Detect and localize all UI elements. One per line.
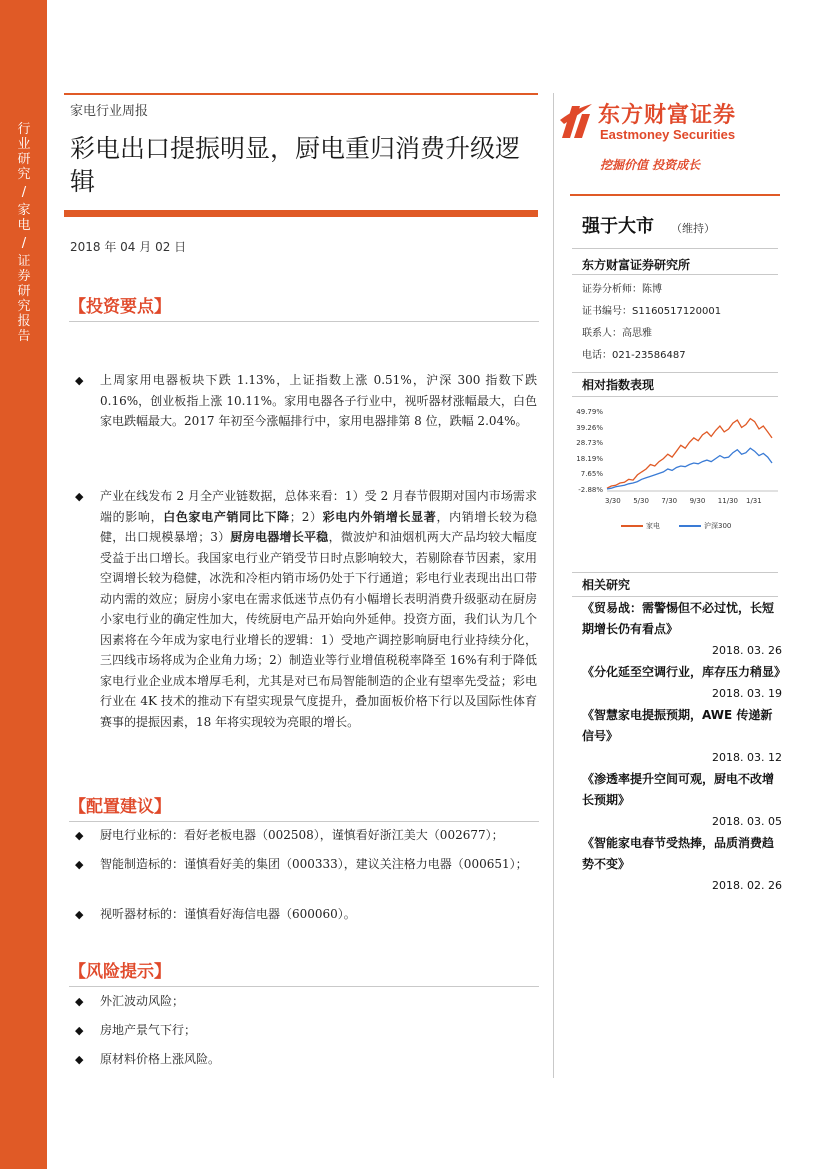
sidebar-char: 告: [17, 329, 31, 344]
bullet-icon: ◆: [75, 374, 84, 387]
sidebar-char: 报: [17, 314, 31, 329]
research-item-title[interactable]: 《贸易战：需警惕但不必过忧，长短期增长仍有看点》: [582, 601, 775, 636]
title-rule: [64, 210, 538, 217]
section-invest-heading: 【投资要点】: [69, 297, 171, 317]
sidebar-char: 研: [17, 152, 31, 167]
y-tick-label: 49.79%: [576, 408, 603, 416]
bullet-icon: ◆: [75, 995, 84, 1008]
section-config: [69, 792, 539, 817]
relative-index-chart: [573, 405, 783, 545]
logo-mark-icon: [558, 100, 594, 140]
sidebar-char: 电: [17, 218, 31, 233]
rating-label: 强于大市: [582, 216, 654, 237]
research-item-date: 2018. 03. 05: [712, 815, 782, 828]
x-tick-label: 7/30: [661, 497, 678, 505]
page-title: 彩电出口提振明显，厨电重归消费升级逻辑: [70, 134, 521, 196]
bullet-icon: ◆: [75, 1024, 84, 1037]
bullet-icon: ◆: [75, 858, 84, 871]
analyst-contact: 联系人：高思雅: [582, 328, 652, 339]
sidebar-band: [0, 0, 47, 1169]
series-line-0: [607, 419, 772, 489]
rating-status: （维持）: [671, 222, 715, 235]
research-item-title[interactable]: 《分化延至空调行业，库存压力稍显》: [582, 665, 787, 679]
rating-divider: [572, 248, 778, 249]
risk-item-1: 外汇波动风险；: [100, 994, 185, 1008]
research-item-title[interactable]: 《智能家电春节受热捧，品质消费趋势不变》: [582, 836, 775, 871]
p2-text-a: 产业在线发布 2 月全产业链数据，总体来看：1）受 2 月春节假期对国内市场需求端的影响，: [100, 489, 537, 524]
x-tick-label: 3/30: [605, 497, 621, 505]
bullet-icon: ◆: [75, 908, 84, 921]
section-invest-rule: [69, 321, 539, 322]
section-config-rule: [69, 821, 539, 822]
brand-slogan: 挖掘价值 投资成长: [600, 158, 701, 172]
section-risk-heading: 【风险提示】: [69, 962, 171, 982]
institute-name: 东方财富证券研究所: [582, 258, 691, 272]
sidebar-char: 究: [17, 167, 31, 182]
sidebar-char: 家: [17, 203, 31, 218]
p2-text-d: ，内销增长较为稳健，出口规模暴增；3）: [100, 509, 537, 544]
sidebar-char: /: [21, 185, 27, 200]
research-item-title[interactable]: 《渗透率提升空间可观，厨电不改增长预期》: [582, 772, 775, 807]
p2-text-e: ，微波炉和油烟机两大产品均较大幅度受益于出口增长。我国家电行业产销受节日时点影响较大，若剔除春节因素，家用空调增长较为稳健，冰洗和冷柜内销市场仍处于下行通道；彩电行业表现出出口带动内需的效应；厨房小家电在需求低迷节点仍有小幅增长表明消费升级驱动在厨房小家电行业的确定性加大，传统厨电产品开始向外延伸。投资方面，我们认为几个因素将在今年成为家电行业增长的逻辑：1）受地产调控影响厨电行业持续分化，三四线市场将成为企业角力场；2）制造业等行业增值税税率降至 16%有利于降低家电行业企业成本增厚毛利，尤其是对已布局智能制造的企业有望率先受益；彩电行业在 4K 技术的推动下有望实现景气度提升，叠加面板价格下行以及国际性体育赛事的提振因素，18 年将实现较为亮眼的增长。: [100, 530, 537, 729]
legend-label: 家电: [646, 522, 660, 530]
section-invest: [69, 292, 539, 317]
section-risk: [69, 957, 539, 982]
research-item-title[interactable]: 《智慧家电提振预期，AWE 传递新信号》: [582, 708, 773, 743]
research-item-date: 2018. 03. 19: [712, 687, 782, 700]
research-title-divider: [572, 596, 778, 597]
x-tick-label: 1/31: [746, 497, 762, 505]
p2-text-c: ；2）: [289, 509, 323, 524]
invest-paragraph-1: 上周家用电器板块下跌 1.13%，上证指数上涨 0.51%，沪深 300 指数下跌 0.16%，创业板指上涨 10.11%。家用电器各子行业中，视听器材涨幅最大，白色家电跌幅最大。2017 年初至今涨幅排行中，家用电器排第 8 位，跌幅 2.04%。: [100, 373, 537, 428]
x-tick-label: 5/30: [633, 497, 649, 505]
logo-name-en: Eastmoney Securities: [600, 127, 736, 142]
x-tick-label: 9/30: [689, 497, 706, 505]
chart-title-divider: [572, 396, 778, 397]
chart-svg: [573, 405, 783, 545]
config-item-3: 视听器材标的：谨慎看好海信电器（600060）。: [100, 907, 356, 921]
company-logo: [558, 98, 778, 144]
sidebar-char: 究: [17, 299, 31, 314]
institute-divider: [572, 274, 778, 275]
sidebar-char: 行: [17, 122, 31, 137]
x-tick-label: 11/30: [717, 497, 738, 505]
logo-name-cn: 东方财富证券: [598, 103, 737, 128]
research-section-title: 相关研究: [582, 578, 631, 592]
header-top-rule: [64, 93, 538, 95]
analyst-phone: 电话：021-23586487: [582, 350, 686, 361]
section-risk-rule: [69, 986, 539, 987]
p2-highlight-kitchen: 厨房电器增长平稳: [230, 530, 329, 544]
analyst-cert: 证书编号：S1160517120001: [582, 306, 722, 317]
risk-item-2: 房地产景气下行；: [100, 1023, 197, 1037]
y-tick-label: 39.26%: [576, 423, 603, 432]
research-item-date: 2018. 03. 26: [712, 644, 782, 657]
sidebar-char: 券: [17, 269, 31, 284]
report-type: 家电行业周报: [70, 104, 149, 119]
p2-highlight-white: 白色家电产销同比下降: [163, 509, 290, 524]
related-research-list: [582, 598, 787, 897]
bullet-icon: ◆: [75, 1053, 84, 1066]
sidebar-char: 业: [17, 137, 31, 152]
sidebar-char: 证: [17, 254, 31, 269]
y-tick-label: -2.88%: [578, 486, 603, 494]
sidebar-char: 研: [17, 284, 31, 299]
y-tick-label: 28.73%: [576, 439, 603, 448]
y-tick-label: 18.19%: [576, 454, 603, 463]
right-top-rule: [570, 194, 780, 196]
report-date: 2018 年 04 月 02 日: [70, 240, 187, 254]
invest-paragraph-2: [100, 486, 537, 732]
research-item-date: 2018. 03. 12: [712, 751, 782, 764]
analyst-name: 证券分析师：陈博: [582, 284, 662, 295]
sidebar-char: /: [21, 236, 27, 251]
config-item-2: 智能制造标的：谨慎看好美的集团（000333），建议关注格力电器（000651）；: [100, 857, 528, 871]
series-line-1: [607, 448, 772, 489]
section-config-heading: 【配置建议】: [69, 797, 171, 817]
column-divider: [553, 93, 554, 1078]
chart-section-title: 相对指数表现: [582, 378, 655, 392]
sidebar-category-text: [14, 122, 34, 344]
chart-section-divider: [572, 372, 778, 373]
bullet-icon: ◆: [75, 490, 84, 503]
research-item-date: 2018. 02. 26: [712, 879, 782, 892]
risk-item-3: 原材料价格上涨风险。: [100, 1052, 221, 1066]
y-tick-label: 7.65%: [580, 470, 603, 479]
legend-label: 沪深300: [704, 522, 732, 530]
bullet-icon: ◆: [75, 829, 84, 842]
config-item-1: 厨电行业标的：看好老板电器（002508），谨慎看好浙江美大（002677）；: [100, 828, 504, 842]
research-section-divider: [572, 572, 778, 573]
p2-highlight-tv: 彩电内外销增长显著: [322, 509, 437, 524]
